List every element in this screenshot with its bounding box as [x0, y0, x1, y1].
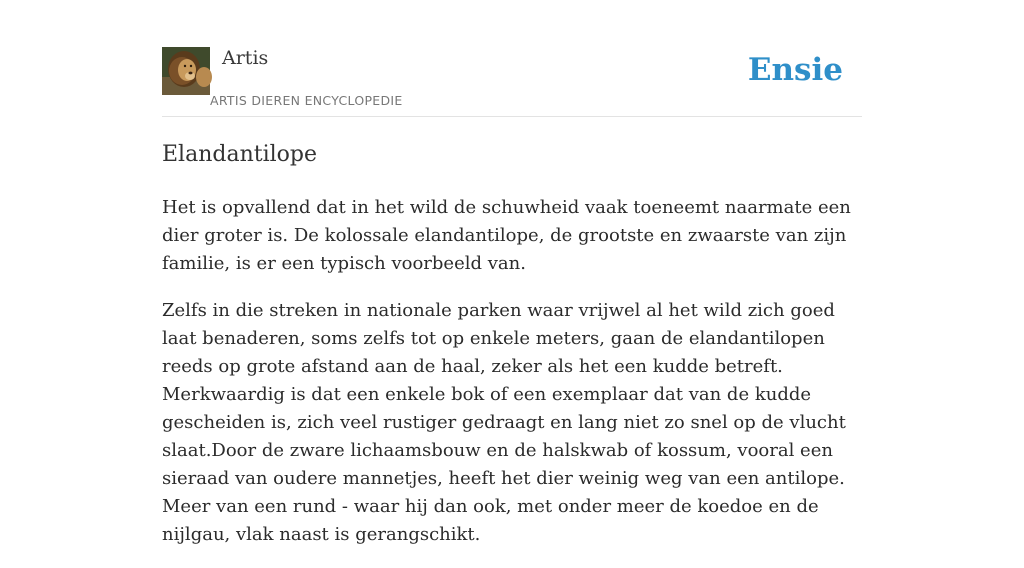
article-title: Elandantilope — [162, 142, 318, 167]
article-paragraph-2: Zelfs in die streken in nationale parken waar vrijwel al het wild zich goed laat benaderen, soms zelfs tot op enkele meters, gaan de elandantilopen reeds op grote afstand aan de haal, zeker als het een kudde betreft. Merkwaardig is dat een enkele bok of een exemplaar dat van de kudde gescheiden is, zich veel rustiger gedraagt en lang niet zo snel op de vlucht slaat.Door de zware lichaamsbouw en de halskwab of kossum, vooral een sieraad van oudere mannetjes, heeft het dier weinig weg van een antilope. Meer van een rund - waar hij dan ook, met onder meer de koedoe en de nijlgau, vlak naast is gerangschikt. — [162, 300, 846, 545]
article-paragraph-1: Het is opvallend dat in het wild de schuwheid vaak toeneemt naarmate een dier groter is. De kolossale elandantilope, de grootste en zwaarste van zijn familie, is er een typisch voorbeeld van. — [162, 197, 851, 274]
article — [162, 138, 862, 568]
header — [162, 46, 862, 117]
brand-logo[interactable]: Ensie — [747, 52, 843, 88]
author-name[interactable]: Artis — [222, 47, 269, 69]
lion-avatar-icon[interactable] — [162, 47, 210, 95]
author-subtitle: ARTIS DIEREN ENCYCLOPEDIE — [210, 93, 403, 108]
